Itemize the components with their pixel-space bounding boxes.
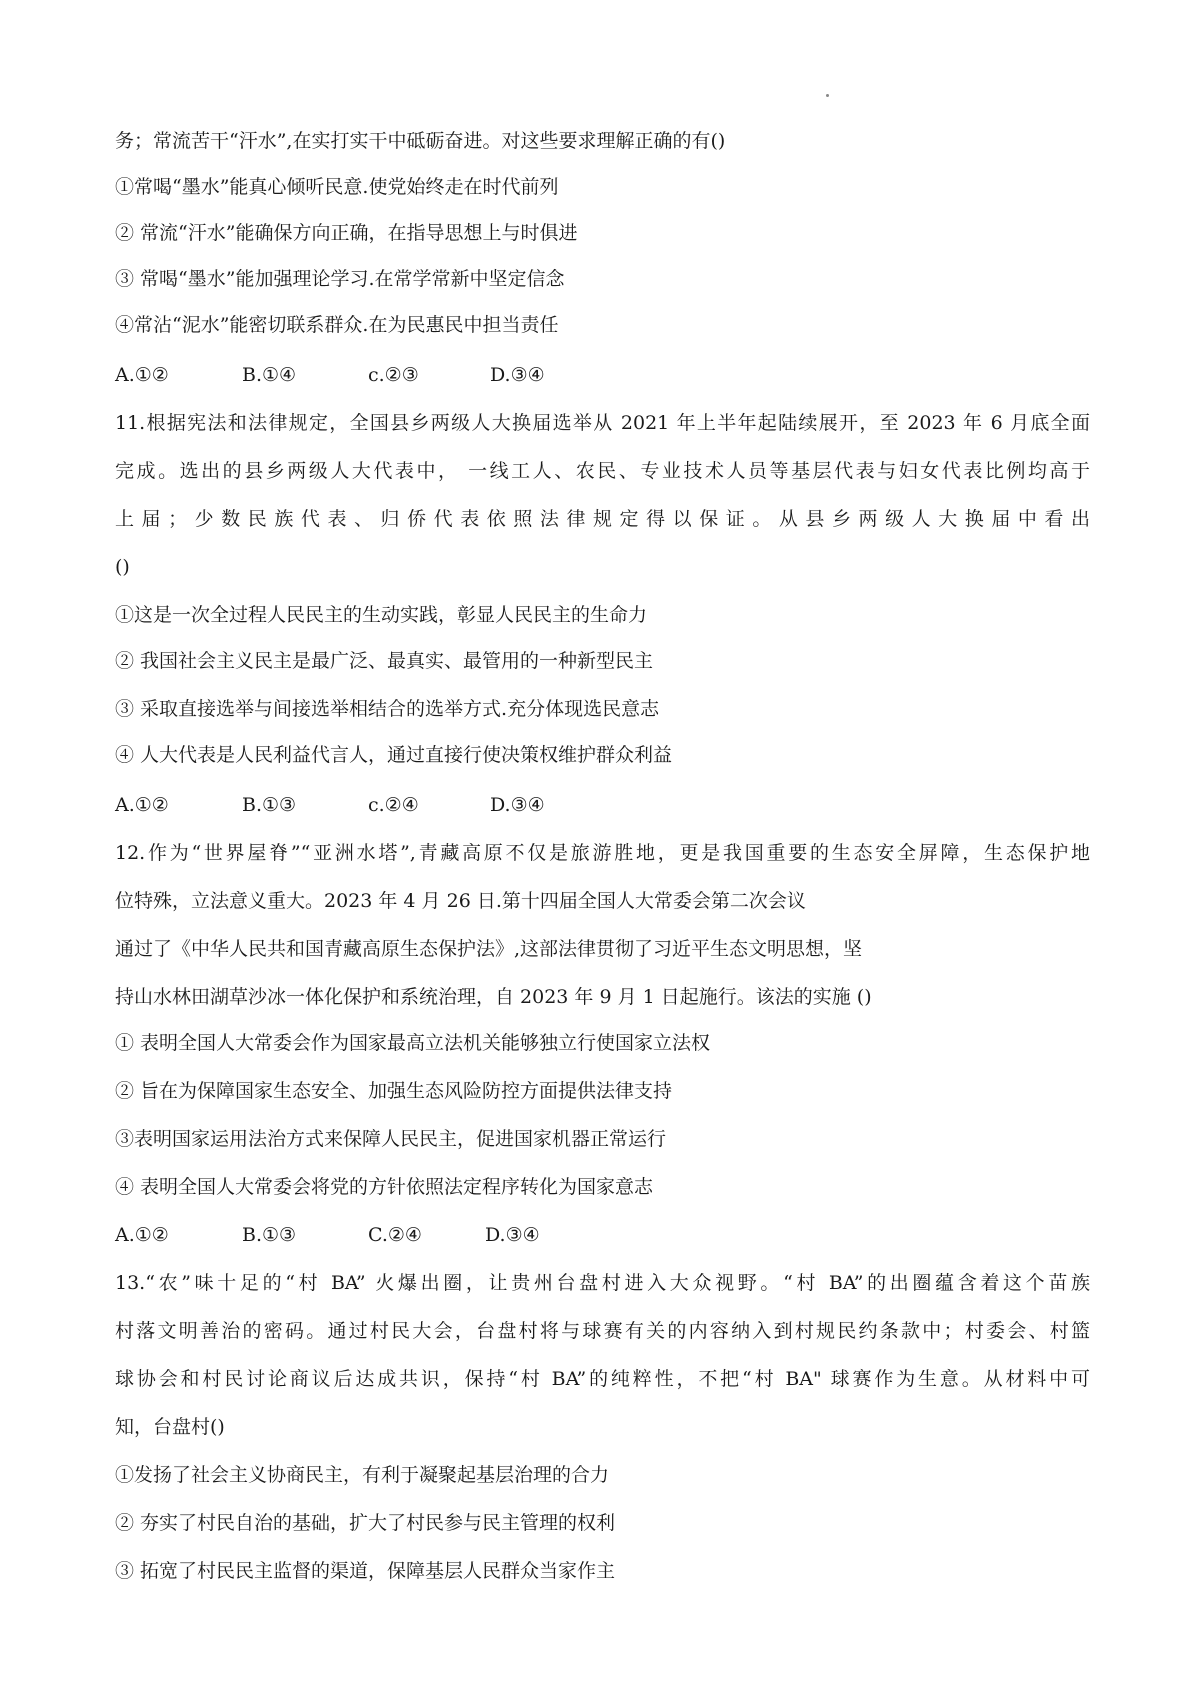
q12-stem-line-1: 12.作为“世界屋脊”“亚洲水塔”,青藏高原不仅是旅游胜地，更是我国重要的生态安全屏障，生态保护地 xyxy=(115,842,1090,864)
q12-item-1: ① 表明全国人大常委会作为国家最高立法机关能够独立行使国家立法权 xyxy=(115,1032,711,1054)
q11-item-1: ①这是一次全过程人民民主的生动实践，彰显人民民主的生命力 xyxy=(115,604,648,626)
q12-item-4: ④ 表明全国人大常委会将党的方针依照法定程序转化为国家意志 xyxy=(115,1176,654,1198)
q11-option-a: A.①② xyxy=(115,794,169,816)
q11-stem-line-3: 上届；少数民族代表、归侨代表依照法律规定得以保证。从县乡两级人大换届中看出 xyxy=(115,508,1090,530)
q11-item-4: ④ 人大代表是人民利益代言人，通过直接行使决策权维护群众利益 xyxy=(115,744,673,766)
q13-item-1: ①发扬了社会主义协商民主，有利于凝聚起基层治理的合力 xyxy=(115,1464,610,1486)
q13-stem-line-4: 知，台盘村() xyxy=(115,1416,225,1438)
q11-item-3: ③ 采取直接选举与间接选举相结合的选举方式.充分体现选民意志 xyxy=(115,698,660,720)
q10-option-b: B.①④ xyxy=(242,364,297,386)
q13-stem-line-2: 村落文明善治的密码。通过村民大会，台盘村将与球赛有关的内容纳入到村规民约条款中；村委会、村篮 xyxy=(115,1320,1090,1342)
q10-option-a: A.①② xyxy=(115,364,169,386)
scan-dot xyxy=(826,94,829,97)
q12-stem-line-3: 通过了《中华人民共和国青藏高原生态保护法》,这部法律贯彻了习近平生态文明思想，坚 xyxy=(115,938,863,960)
q11-option-c: c.②④ xyxy=(368,794,419,816)
q11-stem-line-2: 完成。选出的县乡两级人大代表中， 一线工人、农民、专业技术人员等基层代表与妇女代表比例均高于 xyxy=(115,460,1090,482)
q12-item-2: ② 旨在为保障国家生态安全、加强生态风险防控方面提供法律支持 xyxy=(115,1080,673,1102)
q10-item-1: ①常喝“墨水”能真心倾听民意.使党始终走在时代前列 xyxy=(115,176,559,198)
q11-stem-line-4: () xyxy=(115,556,130,578)
q10-item-3: ③ 常喝“墨水”能加强理论学习.在常学常新中坚定信念 xyxy=(115,268,565,290)
q13-stem-line-3: 球协会和村民讨论商议后达成共识，保持“村 BA”的纯粹性，不把“村 BA" 球赛作为生意。从材料中可 xyxy=(115,1368,1090,1390)
q13-stem-line-1: 13.“农”味十足的“村 BA” 火爆出圈，让贵州台盘村进入大众视野。“村 BA”的出圈蕴含着这个苗族 xyxy=(115,1272,1090,1294)
q11-stem-line-1: 11.根据宪法和法律规定，全国县乡两级人大换届选举从 2021 年上半年起陆续展开，至 2023 年 6 月底全面 xyxy=(115,412,1090,434)
q12-item-3: ③表明国家运用法治方式来保障人民民主，促进国家机器正常运行 xyxy=(115,1128,667,1150)
q10-item-4: ④常沾“泥水”能密切联系群众.在为民惠民中担当责任 xyxy=(115,314,559,336)
q13-item-2: ② 夯实了村民自治的基础，扩大了村民参与民主管理的权利 xyxy=(115,1512,616,1534)
q11-item-2: ② 我国社会主义民主是最广泛、最真实、最管用的一种新型民主 xyxy=(115,650,654,672)
q10-item-2: ② 常流“汗水”能确保方向正确，在指导思想上与时俱进 xyxy=(115,222,578,244)
q10-option-d: D.③④ xyxy=(490,364,545,386)
q12-option-c: C.②④ xyxy=(368,1224,422,1246)
q12-stem-line-4: 持山水林田湖草沙冰一体化保护和系统治理，自 2023 年 9 月 1 日起施行。该法的实施 () xyxy=(115,986,872,1008)
q10-stem-line: 务；常流苦干“汗水”,在实打实干中砥砺奋进。对这些要求理解正确的有() xyxy=(115,130,726,152)
q11-option-d: D.③④ xyxy=(490,794,545,816)
q11-option-b: B.①③ xyxy=(242,794,297,816)
q12-stem-line-2: 位特殊，立法意义重大。2023 年 4 月 26 日.第十四届全国人大常委会第二次会议 xyxy=(115,890,806,912)
q12-option-b: B.①③ xyxy=(242,1224,297,1246)
q13-item-3: ③ 拓宽了村民民主监督的渠道，保障基层人民群众当家作主 xyxy=(115,1560,616,1582)
q12-option-d: D.③④ xyxy=(485,1224,540,1246)
q10-option-c: c.②③ xyxy=(368,364,419,386)
q12-option-a: A.①② xyxy=(115,1224,169,1246)
